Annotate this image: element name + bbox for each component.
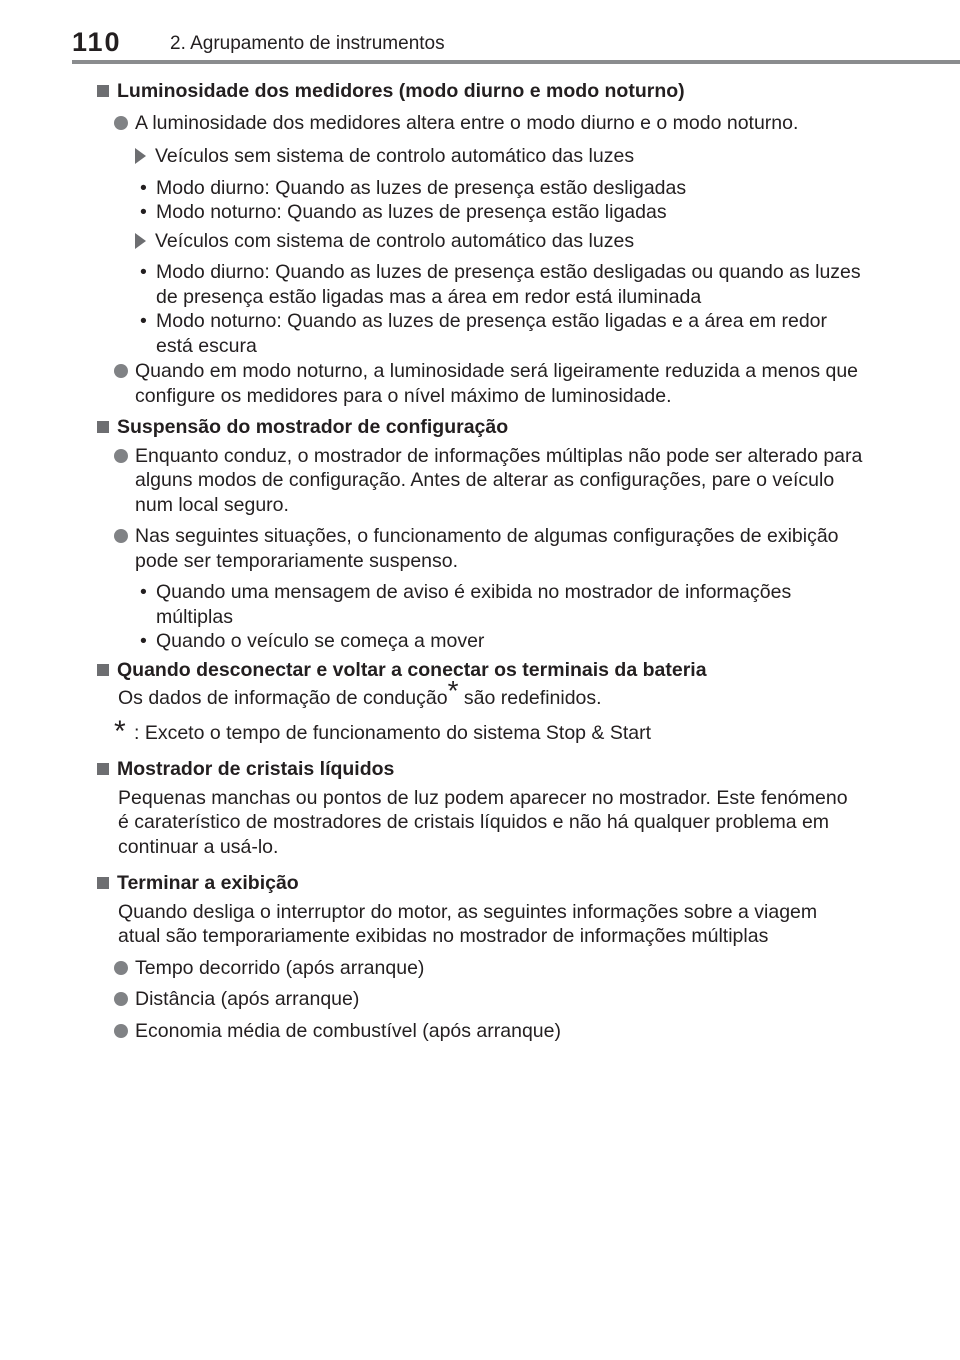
bullet-paragraph bbox=[97, 524, 863, 573]
section-title: Mostrador de cristais líquidos bbox=[117, 758, 395, 780]
list-item bbox=[97, 580, 863, 629]
dot-bullet: • bbox=[140, 261, 147, 283]
footnote bbox=[97, 714, 863, 748]
triangle-arrow-icon bbox=[135, 233, 146, 249]
section-title: Terminar a exibição bbox=[117, 872, 299, 894]
section-heading-luminosity bbox=[97, 79, 863, 104]
circle-bullet-icon bbox=[114, 529, 128, 543]
footnote-marker: * bbox=[114, 714, 126, 748]
subheading-text: Veículos sem sistema de controlo automático das luzes bbox=[155, 145, 635, 167]
square-bullet-icon bbox=[97, 664, 109, 676]
bullet-text: Economia média de combustível (após arranque) bbox=[135, 1019, 561, 1042]
square-bullet-icon bbox=[97, 85, 109, 97]
dot-list bbox=[97, 580, 863, 654]
page-body bbox=[97, 79, 863, 1043]
circle-bullet-icon bbox=[114, 116, 128, 130]
subheading-without-auto-light bbox=[97, 144, 863, 169]
circle-bullet-icon bbox=[114, 364, 128, 378]
list-item bbox=[97, 309, 863, 358]
paragraph-text: Pequenas manchas ou pontos de luz podem aparecer no mostrador. Este fenómeno é caraterístico de mostradores de cristais líquidos e não há qualquer problema em continuar a usá-lo. bbox=[118, 786, 848, 858]
square-bullet-icon bbox=[97, 763, 109, 775]
bullet-paragraph bbox=[97, 111, 863, 136]
list-item-text: Modo noturno: Quando as luzes de presença estão ligadas bbox=[156, 201, 667, 223]
section-heading-lcd bbox=[97, 757, 863, 782]
header-rule bbox=[72, 60, 960, 64]
list-item-text: Modo diurno: Quando as luzes de presença estão desligadas bbox=[156, 176, 687, 199]
bullet-text: Tempo decorrido (após arranque) bbox=[135, 956, 425, 979]
asterisk-marker: * bbox=[447, 675, 459, 706]
list-item-text: Modo diurno: Quando as luzes de presença estão desligadas ou quando as luzes de presença estão ligadas mas a área em redor está iluminada bbox=[156, 261, 861, 308]
paragraph-text: são redefinidos. bbox=[458, 687, 602, 709]
bullet-paragraph bbox=[97, 1019, 863, 1044]
paragraph-text: Os dados de informação de condução bbox=[118, 687, 448, 709]
paragraph bbox=[97, 786, 863, 860]
triangle-arrow-icon bbox=[135, 148, 146, 164]
bullet-text: A luminosidade dos medidores altera entre o modo diurno e o modo noturno. bbox=[135, 111, 799, 134]
bullet-text: Distância (após arranque) bbox=[135, 988, 360, 1010]
bullet-text: Enquanto conduz, o mostrador de informações múltiplas não pode ser alterado para alguns modos de configuração. Antes de alterar as configurações, pare o veículo num local seguro. bbox=[135, 444, 863, 516]
list-item-text: Quando uma mensagem de aviso é exibida no mostrador de informações múltiplas bbox=[156, 581, 792, 628]
dot-list bbox=[97, 176, 863, 225]
page-number: 110 bbox=[72, 27, 122, 57]
subheading-with-auto-light bbox=[97, 229, 863, 254]
circle-bullet-icon bbox=[114, 961, 128, 975]
chapter-title: 2. Agrupamento de instrumentos bbox=[170, 33, 445, 54]
circle-bullet-icon bbox=[114, 449, 128, 463]
footnote-text: : Exceto o tempo de funcionamento do sistema Stop & Start bbox=[134, 721, 652, 744]
section-title: Suspensão do mostrador de configuração bbox=[117, 416, 509, 438]
square-bullet-icon bbox=[97, 877, 109, 889]
paragraph bbox=[97, 900, 863, 949]
section-heading-end-display bbox=[97, 871, 863, 896]
bullet-paragraph bbox=[97, 444, 863, 518]
section-heading-suspension bbox=[97, 415, 863, 440]
square-bullet-icon bbox=[97, 421, 109, 433]
circle-bullet-icon bbox=[114, 1024, 128, 1038]
dot-bullet: • bbox=[140, 581, 147, 603]
dot-list bbox=[97, 260, 863, 358]
section-title: Quando desconectar e voltar a conectar os terminais da bateria bbox=[117, 658, 707, 681]
dot-bullet: • bbox=[140, 630, 147, 652]
bullet-text: Quando em modo noturno, a luminosidade será ligeiramente reduzida a menos que configure os medidores para o nível máximo de luminosidade. bbox=[135, 360, 859, 407]
bullet-paragraph bbox=[97, 359, 863, 408]
section-title: Luminosidade dos medidores (modo diurno e modo noturno) bbox=[117, 80, 685, 102]
list-item bbox=[97, 200, 863, 225]
bullet-text: Nas seguintes situações, o funcionamento de algumas configurações de exibição pode ser temporariamente suspenso. bbox=[135, 525, 839, 572]
list-item bbox=[97, 629, 863, 654]
subheading-text: Veículos com sistema de controlo automático das luzes bbox=[155, 229, 635, 252]
list-item bbox=[97, 176, 863, 201]
section-heading-battery bbox=[97, 658, 863, 683]
dot-bullet: • bbox=[140, 310, 147, 332]
dot-bullet: • bbox=[140, 176, 147, 199]
list-item-text: Quando o veículo se começa a mover bbox=[156, 630, 485, 652]
circle-bullet-icon bbox=[114, 992, 128, 1006]
bullet-paragraph bbox=[97, 956, 863, 981]
dot-bullet: • bbox=[140, 201, 147, 223]
list-item bbox=[97, 260, 863, 309]
page-header bbox=[0, 0, 960, 64]
list-item-text: Modo noturno: Quando as luzes de presença estão ligadas e a área em redor está escura bbox=[156, 310, 828, 357]
paragraph bbox=[97, 675, 863, 711]
bullet-paragraph bbox=[97, 987, 863, 1012]
paragraph-text: Quando desliga o interruptor do motor, as seguintes informações sobre a viagem atual são temporariamente exibidas no mostrador de informações múltiplas bbox=[118, 900, 818, 947]
